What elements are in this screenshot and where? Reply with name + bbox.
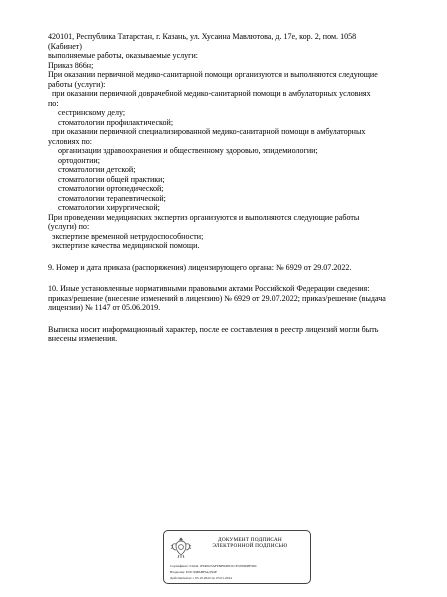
document-line: 10. Иные установленные нормативными правовыми актами Российской Федерации сведения: [48,284,370,293]
document-line: организации здравоохранения и общественному здоровью, эпидемиологии; [58,146,318,155]
document-line: При оказании первичной медико-санитарной помощи организуются и выполняются следующие [48,70,378,79]
document-line: стоматологии терапевтической; [58,193,166,203]
document-line: при оказании первичной специализированной медико-санитарной помощи в амбулаторных [52,127,366,136]
certificate-owner: Владелец: РОСЗДРАВНАДЗОР [170,570,217,574]
document-line: внесены изменения. [48,334,118,343]
document-line: выполняемые работы, оказываемые услуги: [48,51,199,60]
electronic-signature-stamp [163,530,311,584]
document-line: экспертизе качества медицинской помощи. [52,241,200,250]
document-line: условиях по: [48,136,93,146]
document-line: сестринскому делу; [58,108,126,117]
document-line: стоматологии общей практики; [58,174,165,184]
document-body [48,32,416,344]
document-line: работы (услуги): [48,79,106,89]
document-line: лицензии) № 1147 от 05.06.2019. [48,303,161,312]
stamp-title [192,537,308,550]
stamp-title-line-1: ДОКУМЕНТ ПОДПИСАН [218,537,282,543]
document-line: Выписка носит информационный характер, после ее составления в реестр лицензий могли быть [48,324,379,334]
document-line: экспертизе временной нетрудоспособности; [52,231,204,241]
document-line: (Кабинет) [48,41,82,51]
stamp-title-line-2: ЭЛЕКТРОННОЙ ПОДПИСЬЮ [212,543,288,550]
document-line: (услуги) по: [48,222,90,231]
document-line: При проведении медицинских экспертиз организуются и выполняются следующие работы [48,212,360,222]
document-line: 420101, Республика Татарстан, г. Казань, ул. Хусаина Мавлютова, д. 17е, кор. 2, пом. 1058 [48,32,357,41]
document-line: стоматологии профилактической; [58,117,174,127]
document-line: стоматологии детской; [58,165,136,174]
document-line: при оказании первичной доврачебной медико-санитарной помощи в амбулаторных условиях [52,89,371,98]
double-headed-eagle-emblem-icon [170,535,192,559]
document-line: ортодонтии; [58,155,100,165]
document-line: приказ/решение (внесение изменений в лицензию) № 6929 от 29.07.2022; приказ/решение (выдача [48,293,386,303]
certificate-number: Сертификат: 01644 1FD0025AFD9B94ED1CE5058D8F984 [170,564,257,568]
document-line: стоматологии хирургической; [58,203,160,212]
certificate-validity: Действителен: с 05.10.2022 по 05.01.2024 [170,576,232,580]
document-line: 9. Номер и дата приказа (распоряжения) лицензирующего органа: № 6929 от 29.07.2022. [48,262,352,272]
document-line: Приказ 866н; [48,60,94,70]
document-line: по: [48,98,59,108]
document-line: стоматологии ортопедической; [58,184,164,193]
